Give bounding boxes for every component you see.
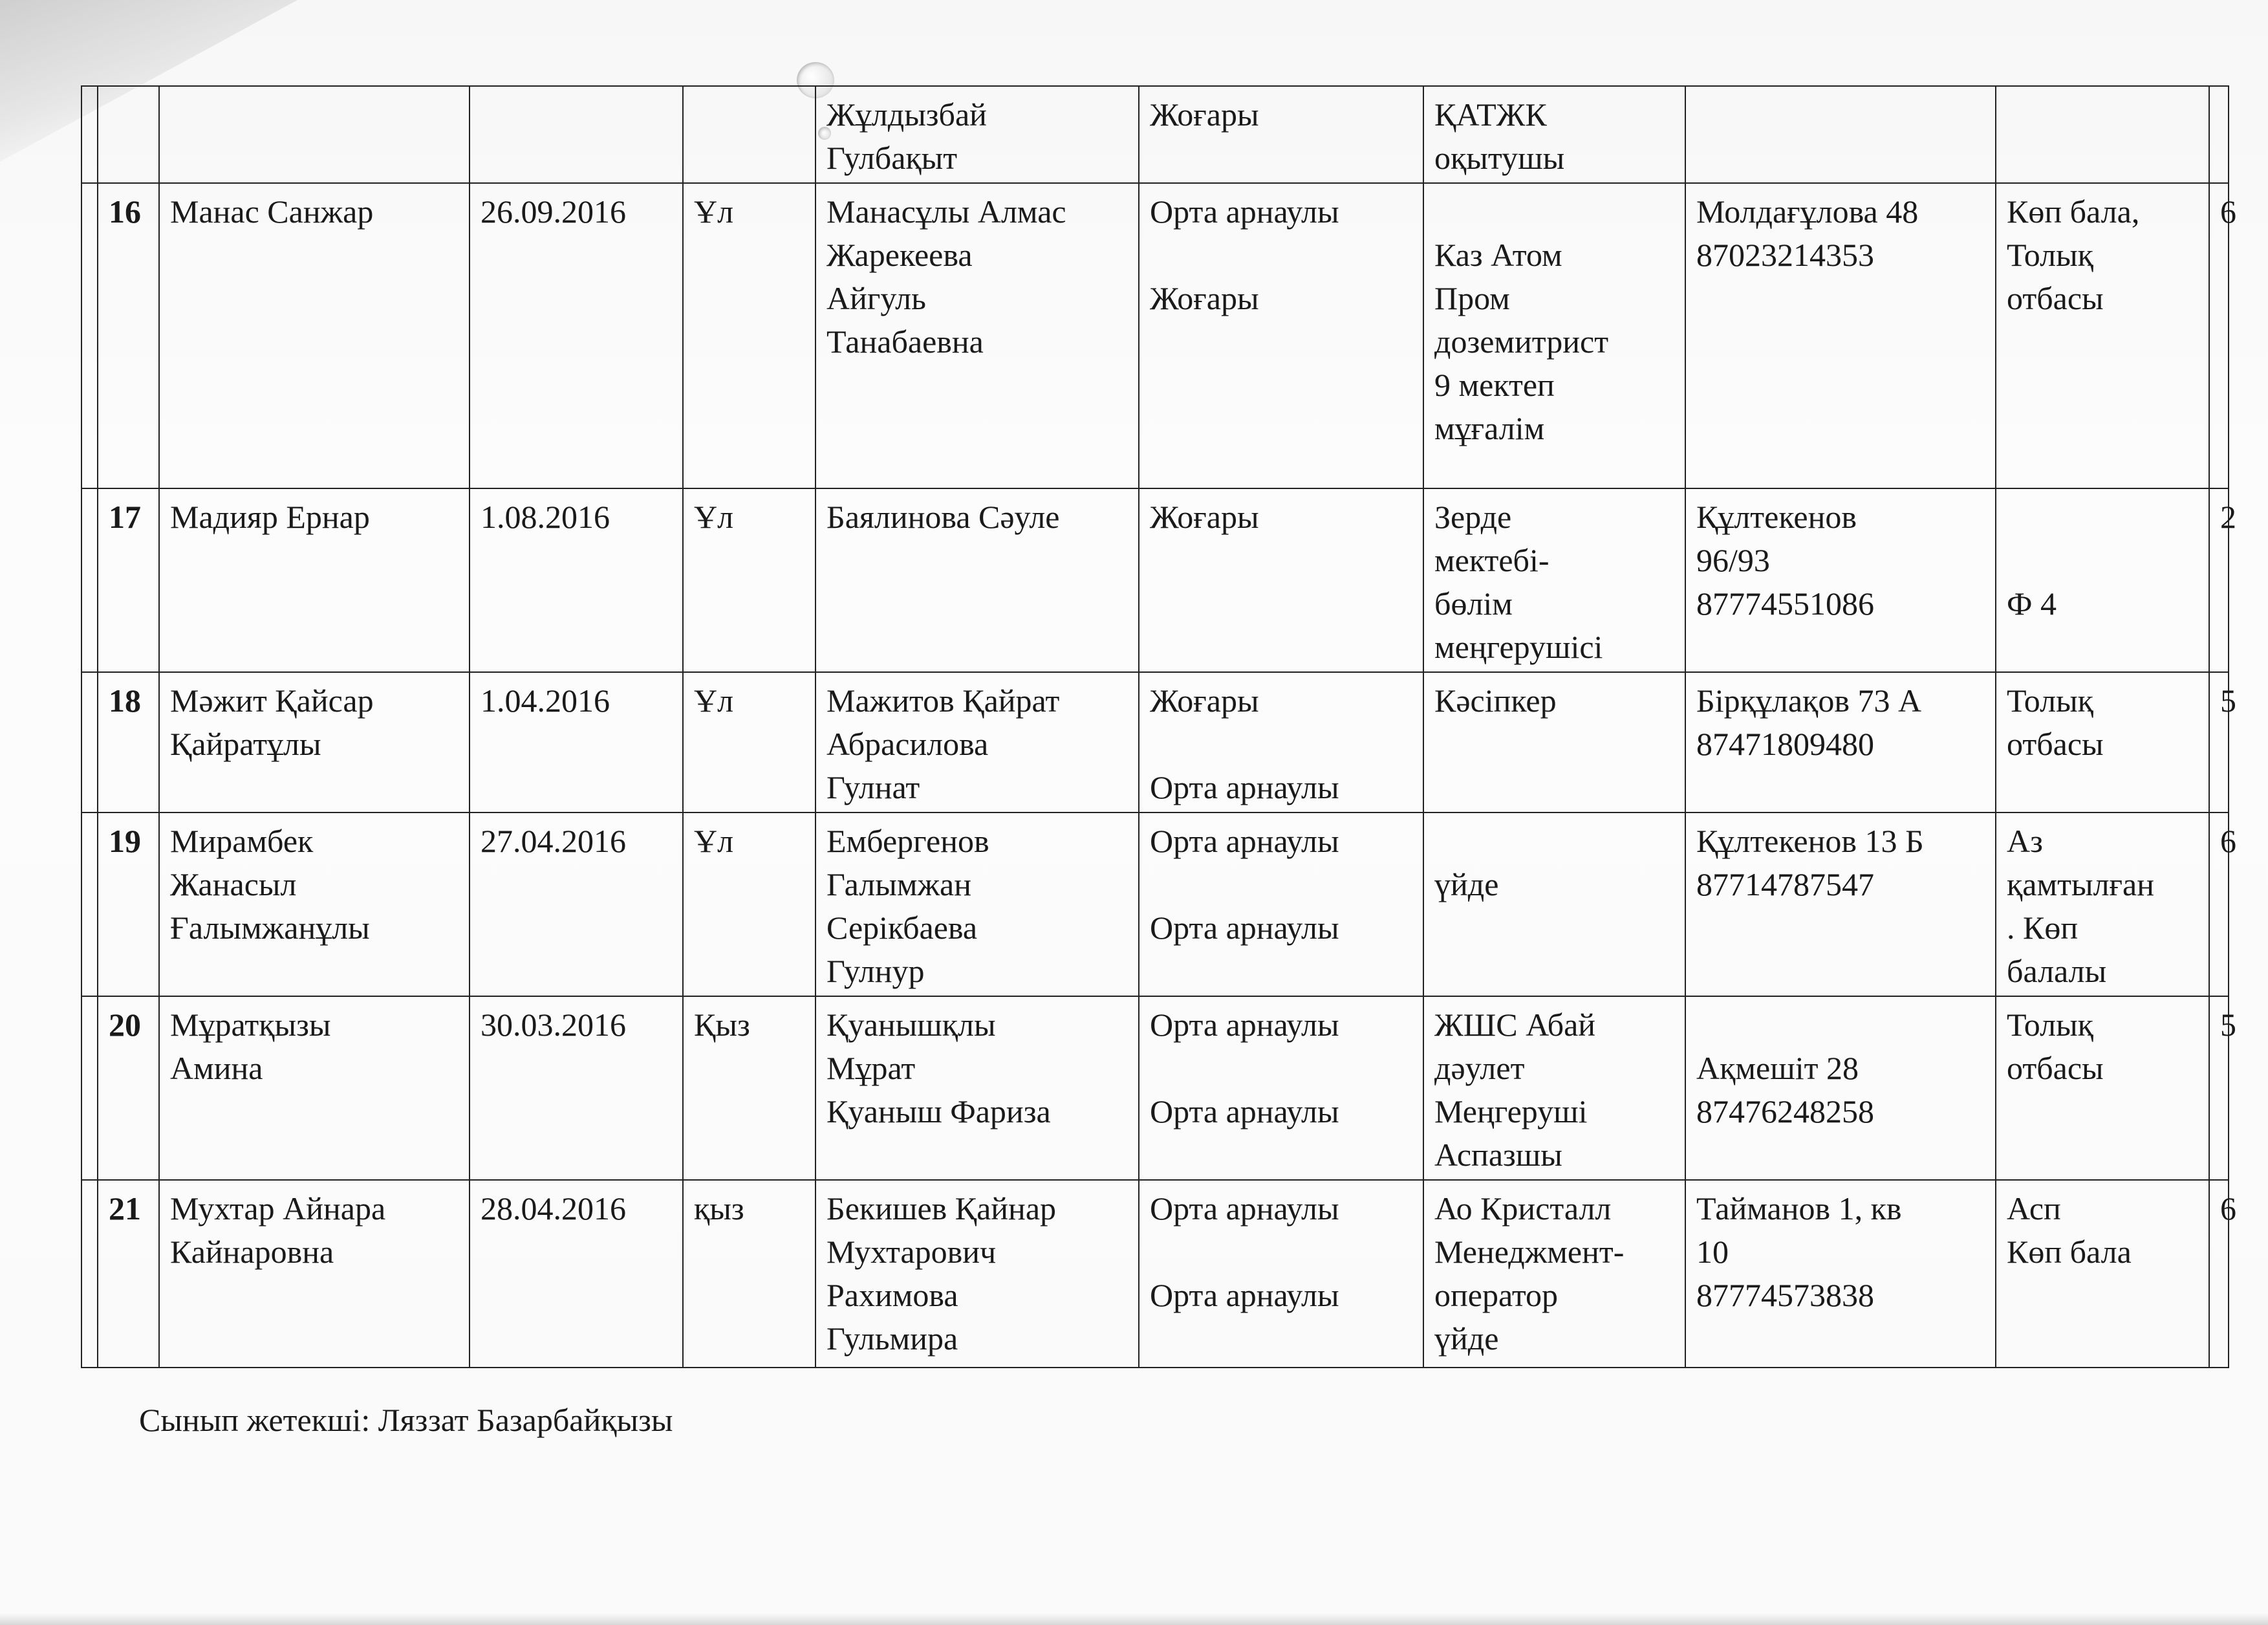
workplace-line: үйде — [1434, 866, 1499, 902]
gender-cell — [683, 86, 815, 183]
children-count-cell: 2 — [2209, 488, 2229, 672]
parent-name-line: Абрасилова — [826, 726, 989, 762]
row-number: 21 — [109, 1190, 141, 1227]
row-number-cell — [98, 1180, 159, 1368]
row-number: 19 — [109, 823, 141, 859]
address-line: Молдағұлова 48 — [1696, 193, 1919, 230]
family-status-line: Көп бала, — [2007, 193, 2140, 230]
address-cell — [1685, 86, 1996, 183]
address-cell — [1685, 672, 1996, 812]
margin-cell — [81, 1180, 98, 1368]
family-status-cell — [1996, 996, 2209, 1180]
address-line: 87476248258 — [1696, 1093, 1874, 1129]
education-cell — [1139, 86, 1423, 183]
workplace-line: ҚАТЖК — [1434, 96, 1547, 133]
children-count-cell: 5 — [2209, 996, 2229, 1180]
gender: Ұл — [694, 193, 734, 230]
birth-date-cell — [470, 996, 683, 1180]
child-name-line: Жанасыл — [170, 866, 297, 902]
gender-cell — [683, 996, 815, 1180]
workplace-line: меңгерушісі — [1434, 629, 1603, 665]
family-status-cell — [1996, 183, 2209, 488]
parents-cell — [815, 1180, 1139, 1368]
education-line: Орта арнаулы — [1150, 769, 1339, 805]
workplace-line: Меңгеруші — [1434, 1093, 1588, 1129]
education-line: Орта арнаулы — [1150, 1093, 1339, 1129]
table-row — [81, 812, 2229, 996]
child-name-line: Мухтар Айнара — [170, 1190, 386, 1227]
workplace-line: 9 мектеп — [1434, 367, 1555, 403]
gender-cell — [683, 488, 815, 672]
gender-cell — [683, 183, 815, 488]
family-status-line: Толық — [2007, 237, 2093, 273]
family-status-cell — [1996, 86, 2209, 183]
address-cell — [1685, 488, 1996, 672]
birth-date-cell — [470, 488, 683, 672]
parent-name-line: Қуанышқлы — [826, 1007, 996, 1043]
parent-name-line: Гульмира — [826, 1320, 958, 1357]
margin-cell — [81, 672, 98, 812]
child-name-line: Мирамбек — [170, 823, 314, 859]
family-status-line: отбасы — [2007, 726, 2104, 762]
parents-cell — [815, 812, 1139, 996]
address-line: 87714787547 — [1696, 866, 1874, 902]
address-cell — [1685, 812, 1996, 996]
table-row — [81, 86, 2229, 183]
parent-name-line: Мажитов Қайрат — [826, 682, 1060, 719]
parents-cell — [815, 488, 1139, 672]
education-line: Жоғары — [1150, 96, 1259, 133]
margin-cell — [81, 86, 98, 183]
parent-name-line: Серікбаева — [826, 910, 978, 946]
workplace-line: ЖШС Абай — [1434, 1007, 1596, 1043]
parent-name-line: Жарекеева — [826, 237, 973, 273]
address-cell — [1685, 183, 1996, 488]
parents-cell — [815, 996, 1139, 1180]
child-name-cell — [159, 672, 470, 812]
parent-name-line: Танабаевна — [826, 323, 984, 360]
parent-name-line: Гулнур — [826, 953, 925, 989]
education-line: Орта арнаулы — [1150, 1277, 1339, 1313]
education-line: Орта арнаулы — [1150, 823, 1339, 859]
parent-name-line: Гулбақыт — [826, 140, 958, 176]
workplace-line: бөлім — [1434, 585, 1513, 622]
parents-cell — [815, 672, 1139, 812]
workplace-cell — [1423, 1180, 1685, 1368]
row-number-cell — [98, 183, 159, 488]
children-count-cell: 6 — [2209, 1180, 2229, 1368]
parent-name-line: Жұлдызбай — [826, 96, 987, 133]
parent-name-line: Гулнат — [826, 769, 920, 805]
family-status-line: . Көп — [2007, 910, 2079, 946]
row-number-cell — [98, 812, 159, 996]
address-line: Тайманов 1, кв — [1696, 1190, 1902, 1227]
child-name-line: Мұратқызы — [170, 1007, 331, 1043]
education-cell — [1139, 812, 1423, 996]
birth-date: 26.09.2016 — [481, 193, 626, 230]
birth-date: 30.03.2016 — [481, 1007, 626, 1043]
children-count-cell: 5 — [2209, 672, 2229, 812]
row-number-cell — [98, 672, 159, 812]
workplace-line: Менеджмент- — [1434, 1234, 1625, 1270]
birth-date: 27.04.2016 — [481, 823, 626, 859]
education-line: Орта арнаулы — [1150, 1007, 1339, 1043]
row-number: 16 — [109, 193, 141, 230]
workplace-line: Ао Кристалл — [1434, 1190, 1612, 1227]
margin-cell — [81, 812, 98, 996]
gender: Ұл — [694, 499, 734, 535]
parent-name-line: Ембергенов — [826, 823, 989, 859]
address-line: 87471809480 — [1696, 726, 1874, 762]
family-status-cell — [1996, 1180, 2209, 1368]
education-line: Орта арнаулы — [1150, 1190, 1339, 1227]
child-name-line: Манас Санжар — [170, 193, 374, 230]
table-row — [81, 488, 2229, 672]
address-line: Ақмешіт 28 — [1696, 1050, 1859, 1086]
workplace-cell — [1423, 996, 1685, 1180]
education-cell — [1139, 1180, 1423, 1368]
child-name-cell — [159, 183, 470, 488]
workplace-line: Аспазшы — [1434, 1137, 1562, 1173]
birth-date: 1.08.2016 — [481, 499, 610, 535]
parent-name-line: Рахимова — [826, 1277, 958, 1313]
family-status-line: Асп — [2007, 1190, 2061, 1227]
row-number-cell — [98, 488, 159, 672]
birth-date-cell — [470, 672, 683, 812]
margin-cell — [81, 488, 98, 672]
child-name-cell — [159, 488, 470, 672]
gender: Ұл — [694, 682, 734, 719]
row-number: 17 — [109, 499, 141, 535]
children-count-cell — [2209, 86, 2229, 183]
address-line: 87023214353 — [1696, 237, 1874, 273]
workplace-line: үйде — [1434, 1320, 1499, 1357]
family-status-line: отбасы — [2007, 280, 2104, 316]
address-line: Бірқұлақов 73 А — [1696, 682, 1922, 719]
birth-date-cell — [470, 183, 683, 488]
margin-cell — [81, 183, 98, 488]
child-name-line: Кайнаровна — [170, 1234, 334, 1270]
child-name-cell — [159, 812, 470, 996]
education-line: Орта арнаулы — [1150, 910, 1339, 946]
education-line: Жоғары — [1150, 682, 1259, 719]
child-name-line: Ғалымжанұлы — [170, 910, 370, 946]
class-teacher-signature: Сынып жетекші: Ляззат Базарбайқызы — [139, 1402, 673, 1438]
gender-cell — [683, 1180, 815, 1368]
education-cell — [1139, 183, 1423, 488]
child-name-line: Қайратұлы — [170, 726, 321, 762]
workplace-line: доземитрист — [1434, 323, 1609, 360]
workplace-line: мектебі- — [1434, 542, 1550, 578]
education-line: Жоғары — [1150, 499, 1259, 535]
birth-date-cell — [470, 86, 683, 183]
education-line: Жоғары — [1150, 280, 1259, 316]
family-status-line: Аз — [2007, 823, 2043, 859]
address-line: Құлтекенов 13 Б — [1696, 823, 1924, 859]
birth-date: 28.04.2016 — [481, 1190, 626, 1227]
page-bottom-edge — [0, 1613, 2268, 1625]
child-name-cell — [159, 996, 470, 1180]
workplace-line: Каз Атом — [1434, 237, 1562, 273]
table-row — [81, 996, 2229, 1180]
child-name-cell — [159, 1180, 470, 1368]
address-line: 10 — [1696, 1234, 1729, 1270]
parent-name-line: Қуаныш Фариза — [826, 1093, 1051, 1129]
workplace-line: Кәсіпкер — [1434, 682, 1557, 719]
parent-name-line: Айгуль — [826, 280, 926, 316]
parent-name-line: Мұрат — [826, 1050, 916, 1086]
student-roster-table — [81, 85, 2236, 1368]
row-number: 20 — [109, 1007, 141, 1043]
parent-name-line: Манасұлы Алмас — [826, 193, 1066, 230]
parents-cell — [815, 183, 1139, 488]
family-status-line: Көп бала — [2007, 1234, 2132, 1270]
row-number-cell — [98, 996, 159, 1180]
address-cell — [1685, 1180, 1996, 1368]
parent-name-line: Баялинова Сәуле — [826, 499, 1060, 535]
address-line: 87774551086 — [1696, 585, 1874, 622]
workplace-cell — [1423, 672, 1685, 812]
child-name-cell — [159, 86, 470, 183]
margin-cell — [81, 996, 98, 1180]
family-status-cell — [1996, 488, 2209, 672]
family-status-line: балалы — [2007, 953, 2107, 989]
table-row — [81, 672, 2229, 812]
child-name-line: Амина — [170, 1050, 263, 1086]
parent-name-line: Галымжан — [826, 866, 971, 902]
family-status-line: Толық — [2007, 682, 2093, 719]
family-status-line: Толық — [2007, 1007, 2093, 1043]
workplace-line: мұғалім — [1434, 410, 1545, 446]
parents-cell — [815, 86, 1139, 183]
address-line: 96/93 — [1696, 542, 1770, 578]
child-name-line: Мадияр Ернар — [170, 499, 370, 535]
table-row — [81, 183, 2229, 488]
workplace-cell — [1423, 812, 1685, 996]
family-status-cell — [1996, 672, 2209, 812]
table-row — [81, 1180, 2229, 1368]
parent-name-line: Мухтарович — [826, 1234, 997, 1270]
gender-cell — [683, 812, 815, 996]
parent-name-line: Бекишев Қайнар — [826, 1190, 1057, 1227]
birth-date-cell — [470, 1180, 683, 1368]
address-line: Құлтекенов — [1696, 499, 1857, 535]
family-status-line: Ф 4 — [2007, 585, 2057, 622]
education-cell — [1139, 672, 1423, 812]
education-cell — [1139, 996, 1423, 1180]
address-cell — [1685, 996, 1996, 1180]
workplace-cell — [1423, 183, 1685, 488]
birth-date: 1.04.2016 — [481, 682, 610, 719]
family-status-line: қамтылған — [2007, 866, 2154, 902]
children-count-cell: 6 — [2209, 812, 2229, 996]
family-status-cell — [1996, 812, 2209, 996]
birth-date-cell — [470, 812, 683, 996]
workplace-cell — [1423, 86, 1685, 183]
workplace-line: Зерде — [1434, 499, 1512, 535]
gender: Қыз — [694, 1007, 750, 1043]
education-line: Орта арнаулы — [1150, 193, 1339, 230]
row-number-cell — [98, 86, 159, 183]
education-cell — [1139, 488, 1423, 672]
child-name-line: Мәжит Қайсар — [170, 682, 374, 719]
family-status-line: отбасы — [2007, 1050, 2104, 1086]
row-number: 18 — [109, 682, 141, 719]
gender: қыз — [694, 1190, 744, 1227]
gender-cell — [683, 672, 815, 812]
workplace-line: оператор — [1434, 1277, 1559, 1313]
gender: Ұл — [694, 823, 734, 859]
address-line: 87774573838 — [1696, 1277, 1874, 1313]
workplace-cell — [1423, 488, 1685, 672]
workplace-line: оқытушы — [1434, 140, 1565, 176]
children-count-cell: 6 — [2209, 183, 2229, 488]
workplace-line: Пром — [1434, 280, 1510, 316]
workplace-line: дәулет — [1434, 1050, 1525, 1086]
